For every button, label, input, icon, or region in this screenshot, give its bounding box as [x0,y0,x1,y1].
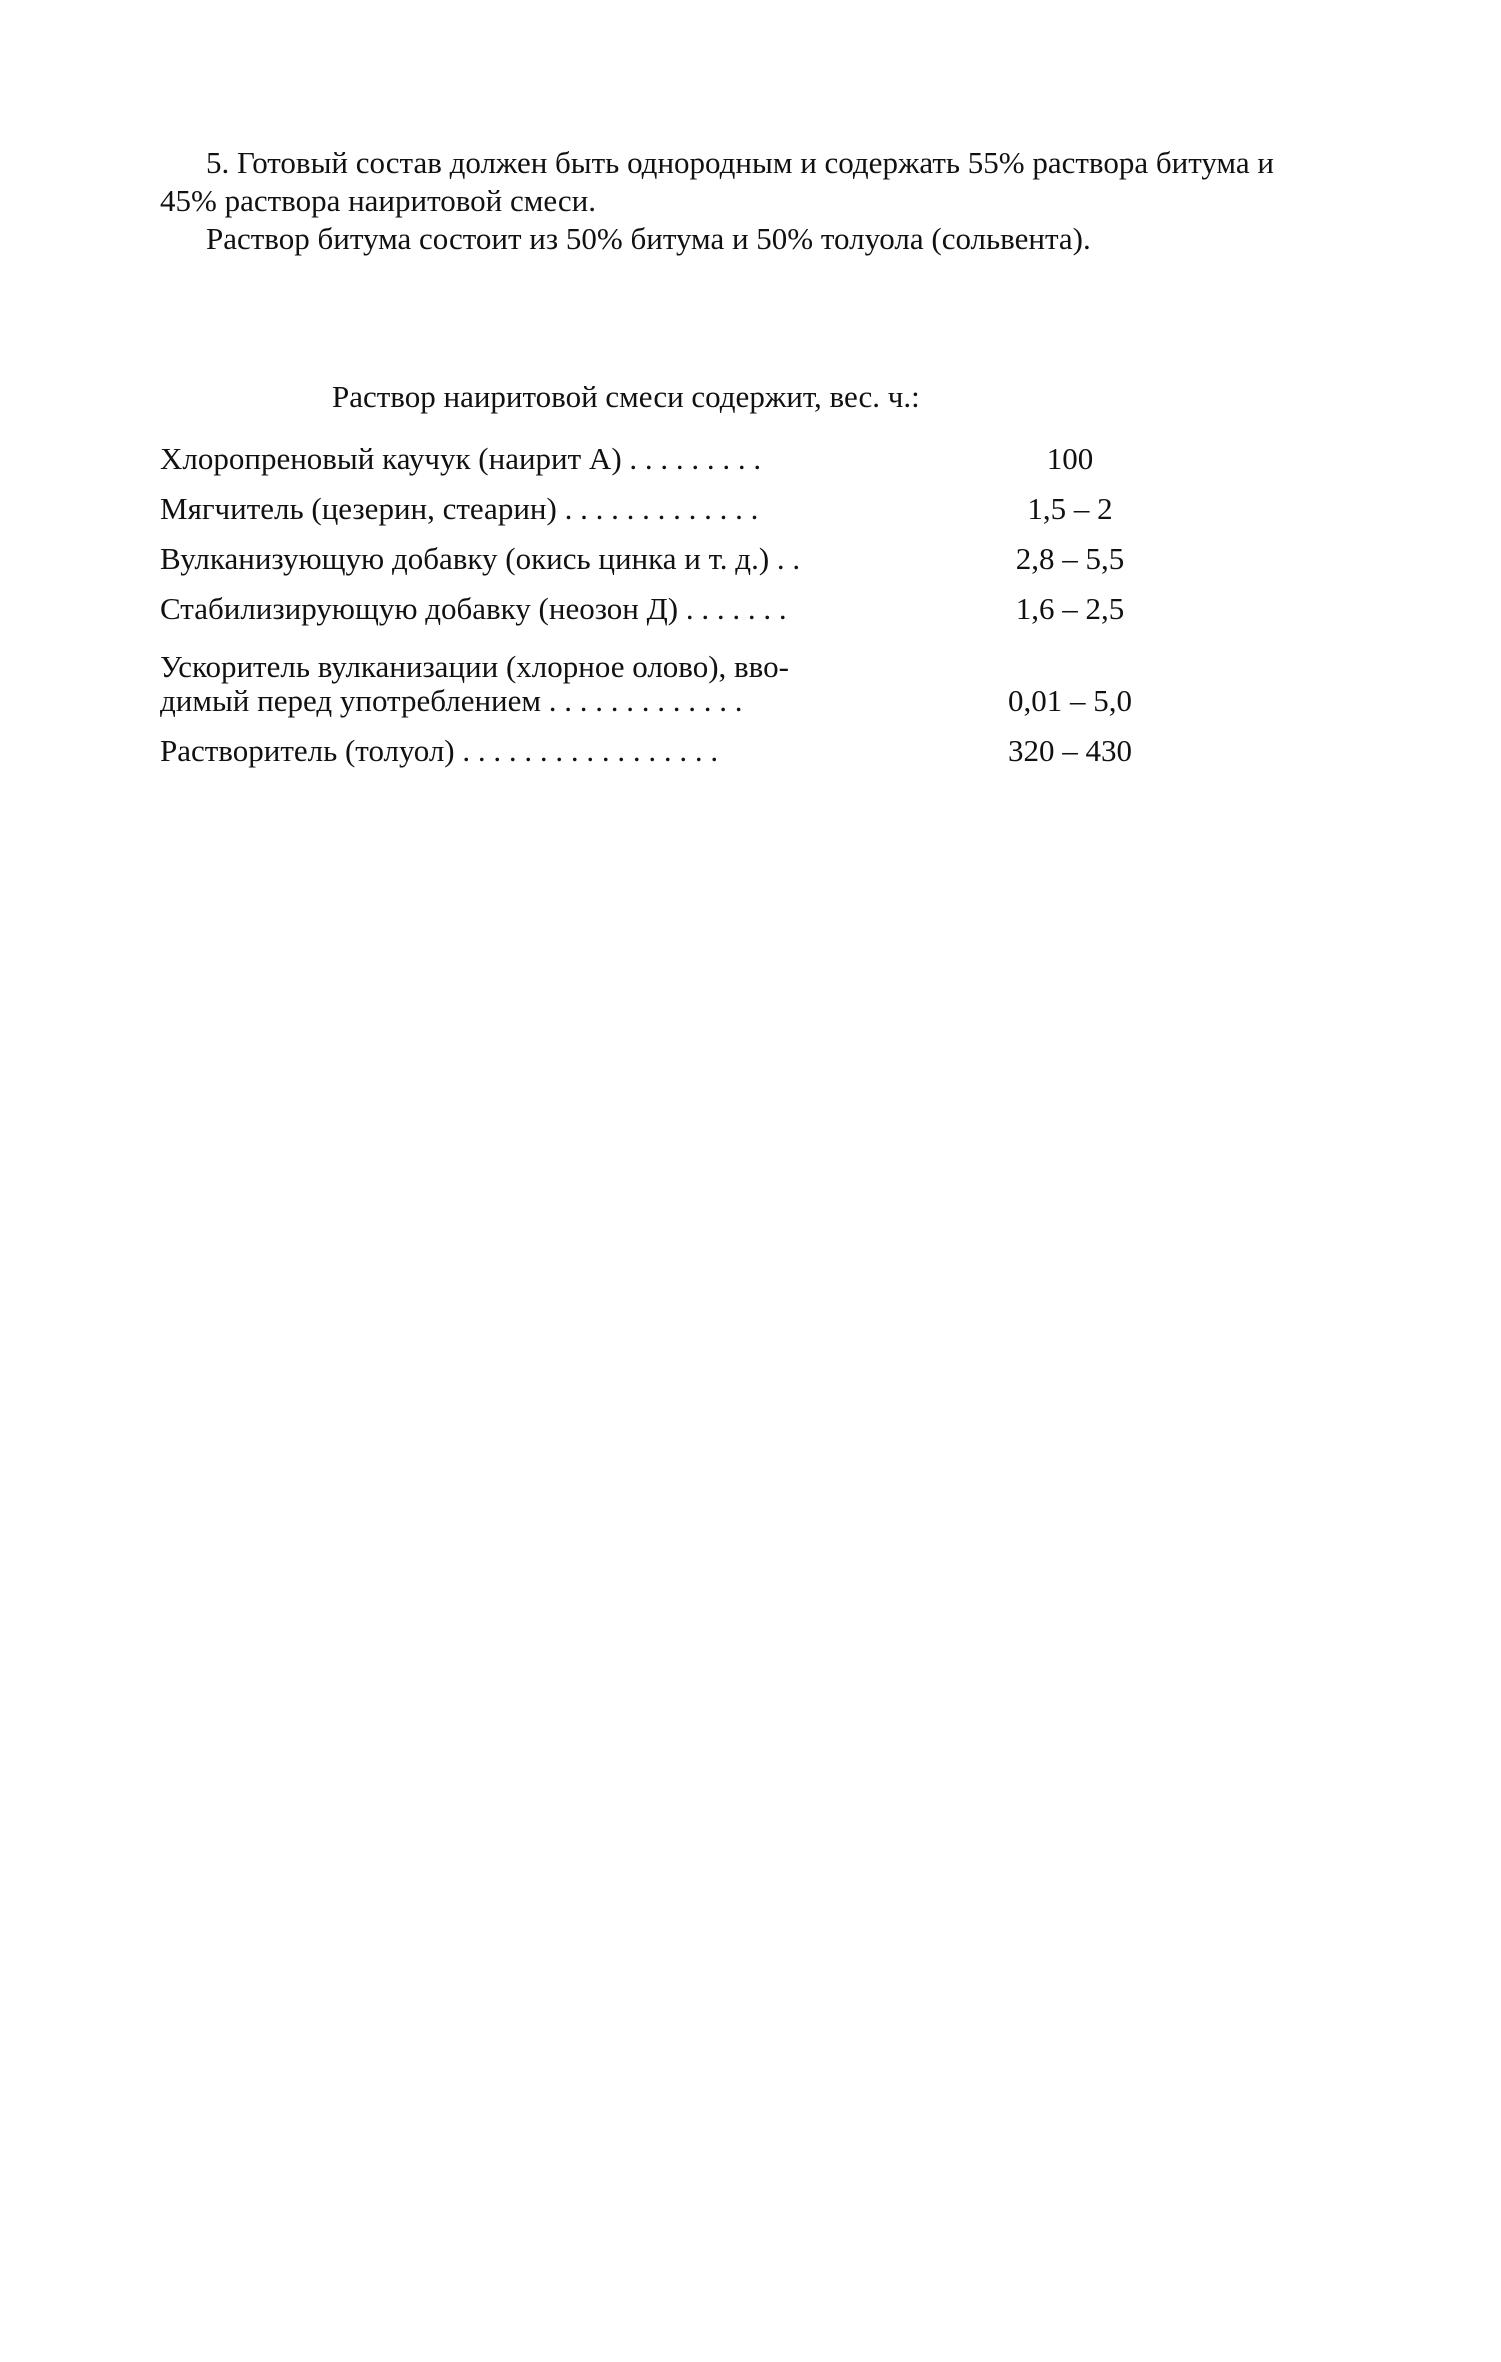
table-row [160,476,1200,526]
table-row [160,634,1200,718]
paragraph-5 [160,144,1320,220]
row-label: Вулканизующую добавку (окись цинка и т. д.) . . [160,541,801,576]
row-label-line-1: Ускоритель вулканизации (хлорное олово), вво- [160,649,789,684]
row-value: 100 [1046,441,1094,476]
row-value: 0,01 – 5,0 [1008,683,1132,718]
paragraph-5-text: 5. Готовый состав должен быть однородным и содержать 55% раствора битума и 45% раствора наиритовой смеси. [160,145,1274,218]
row-label-line-2: димый перед употреблением . . . . . . . . . . . . . [160,683,743,718]
paragraph-bitumen-solution-text: Раствор битума состоит из 50% битума и 50% толуола (сольвента). [206,221,1091,256]
composition-table [160,426,1200,768]
row-label: Хлоропреновый каучук (наирит А) . . . . . . . . . [160,441,762,476]
table-row [160,526,1200,576]
row-label: Растворитель (толуол) . . . . . . . . . . . . . . . . . [160,733,719,768]
paragraph-bitumen-solution [160,220,1320,258]
row-label: Стабилизирующую добавку (неозон Д) . . . . . . . [160,591,787,626]
row-value: 1,6 – 2,5 [1015,591,1125,626]
row-label: Мягчитель (цезерин, стеарин) . . . . . . . . . . . . . [160,491,759,526]
row-value: 2,8 – 5,5 [1015,541,1125,576]
table-row [160,718,1200,768]
row-value: 1,5 – 2 [1027,491,1113,526]
table-row [160,426,1200,476]
table-caption: Раствор наиритовой смеси содержит, вес. ч.: [332,379,920,414]
row-value: 320 – 430 [1008,733,1132,768]
row-label [160,650,950,718]
table-row [160,576,1200,626]
